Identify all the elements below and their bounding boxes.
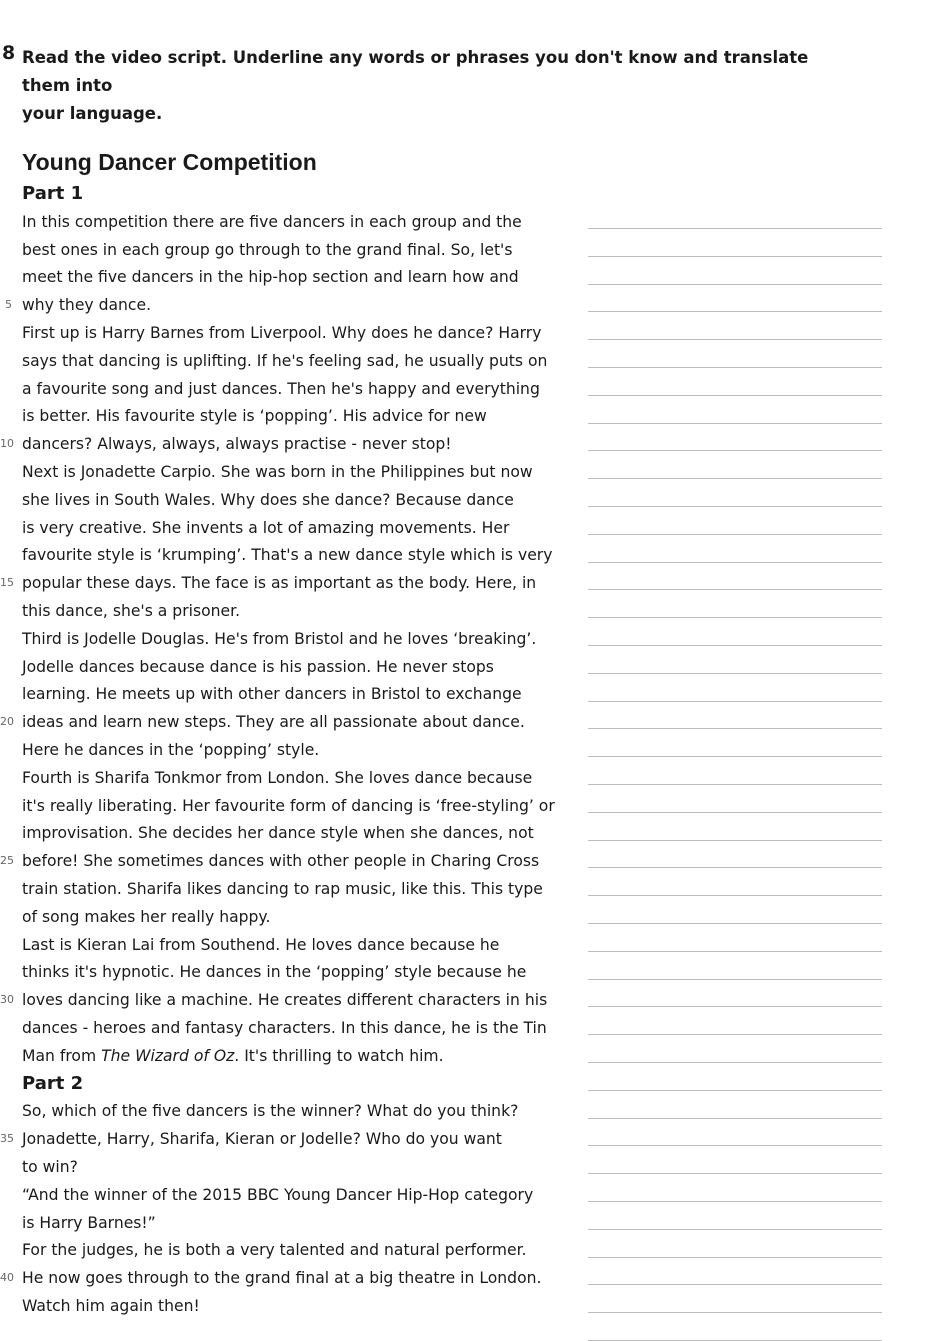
script-line: is Harry Barnes!” [22,1213,156,1232]
translation-blank-line[interactable] [588,979,882,980]
translation-blank-line[interactable] [588,756,882,757]
part-1-heading: Part 1 [22,183,84,204]
script-line: Fourth is Sharifa Tonkmor from London. She loves dance because [22,768,533,787]
translation-blank-line[interactable] [588,1090,882,1091]
part-2-heading: Part 2 [22,1072,84,1094]
translation-blank-line[interactable] [588,506,882,507]
translation-blank-line[interactable] [588,1118,882,1119]
translation-blank-line[interactable] [588,367,882,368]
translation-blank-line[interactable] [588,617,882,618]
script-line: Jonadette, Harry, Sharifa, Kieran or Jodelle? Who do you want [22,1130,502,1149]
script-line: ideas and learn new steps. They are all passionate about dance. [22,713,525,732]
script-line: Last is Kieran Lai from Southend. He loves dance because he [22,935,500,954]
script-line: best ones in each group go through to the grand final. So, let's [22,240,513,259]
translation-blank-line[interactable] [588,228,882,229]
instruction-line: Read the video script. Underline any words or phrases you don't know and translate them into [22,48,809,95]
exercise-number: 8 [2,42,16,64]
script-line: a favourite song and just dances. Then he's happy and everything [22,379,540,398]
translation-blank-line[interactable] [588,339,882,340]
translation-blank-line[interactable] [588,478,882,479]
script-line: For the judges, he is both a very talented and natural performer. [22,1241,527,1260]
script-line: train station. Sharifa likes dancing to rap music, like this. This type [22,880,543,898]
script-line: Jodelle dances because dance is his passion. He never stops [22,657,494,676]
translation-blank-line[interactable] [588,1173,882,1174]
script-line: thinks it's hypnotic. He dances in the ‘popping’ style because he [22,963,527,982]
script-line: He now goes through to the grand final at a big theatre in London. [22,1269,542,1288]
script-line: to win? [22,1158,78,1176]
script-line: it's really liberating. Her favourite form of dancing is ‘free-styling’ or [22,796,555,815]
line-number: 35 [0,1132,14,1146]
script-line: favourite style is ‘krumping’. That's a new dance style which is very [22,546,553,565]
translation-blank-line[interactable] [588,701,882,702]
translation-blank-line[interactable] [588,256,882,257]
translation-blank-line[interactable] [588,1312,882,1313]
translation-blank-line[interactable] [588,423,882,424]
translation-blank-line[interactable] [588,923,882,924]
translation-blank-line[interactable] [588,673,882,674]
script-line: why they dance. [22,296,152,315]
line-number: 5 [5,298,12,312]
translation-blank-line[interactable] [588,589,882,590]
translation-blank-line[interactable] [588,1006,882,1007]
script-line: So, which of the five dancers is the winner? What do you think? [22,1102,519,1121]
translation-blank-line[interactable] [588,1145,882,1146]
script-line: before! She sometimes dances with other people in Charing Cross [22,852,540,871]
script-line: Here he dances in the ‘popping’ style. [22,741,320,759]
script-line: popular these days. The face is as important as the body. Here, in [22,574,537,593]
script-line: Third is Jodelle Douglas. He's from Bristol and he loves ‘breaking’. [22,629,537,648]
line-number: 30 [0,993,14,1007]
translation-blank-line[interactable] [588,1284,882,1285]
script-title: Young Dancer Competition [22,149,317,175]
line-number: 10 [0,437,14,451]
translation-blank-line[interactable] [588,1201,882,1202]
script-line: of song makes her really happy. [22,907,271,926]
translation-blank-line[interactable] [588,812,882,813]
translation-blank-line[interactable] [588,534,882,535]
translation-blank-line[interactable] [588,395,882,396]
translation-blank-line[interactable] [588,1062,882,1063]
translation-blank-line[interactable] [588,840,882,841]
instruction-line: your language. [22,104,163,123]
script-line: Next is Jonadette Carpio. She was born in the Philippines but now [22,463,533,481]
script-line: Watch him again then! [22,1297,200,1315]
line-number: 20 [0,715,14,729]
line-number: 40 [0,1271,14,1285]
translation-blank-line[interactable] [588,867,882,868]
script-line: improvisation. She decides her dance style when she dances, not [22,824,534,843]
script-line: In this competition there are five dancers in each group and the [22,212,522,231]
script-line: is very creative. She invents a lot of amazing movements. Her [22,518,510,537]
script-line: says that dancing is uplifting. If he's feeling sad, he usually puts on [22,351,548,370]
script-line: First up is Harry Barnes from Liverpool. Why does he dance? Harry [22,324,542,342]
translation-blank-line[interactable] [588,728,882,729]
script-line: learning. He meets up with other dancers in Bristol to exchange [22,685,522,704]
script-line: loves dancing like a machine. He creates different characters in his [22,991,548,1010]
script-line: meet the five dancers in the hip-hop section and learn how and [22,268,519,287]
translation-blank-line[interactable] [588,1229,882,1230]
script-line: she lives in South Wales. Why does she dance? Because dance [22,490,514,509]
line-number: 25 [0,854,14,868]
script-line: is better. His favourite style is ‘popping’. His advice for new [22,407,487,426]
translation-blank-line[interactable] [588,951,882,952]
script-line: dances - heroes and fantasy characters. In this dance, he is the Tin [22,1019,547,1037]
translation-blank-line[interactable] [588,284,882,285]
script-line: this dance, she's a prisoner. [22,602,241,620]
line-number: 15 [0,576,14,590]
script-line: dancers? Always, always, always practise - never stop! [22,435,452,454]
translation-blank-line[interactable] [588,895,882,896]
translation-blank-line[interactable] [588,784,882,785]
translation-blank-line[interactable] [588,1257,882,1258]
translation-blank-line[interactable] [588,311,882,312]
translation-blank-line[interactable] [588,450,882,451]
translation-blank-line[interactable] [588,645,882,646]
script-line: Man from The Wizard of Oz. It's thrilling to watch him. [22,1046,444,1065]
translation-blank-line[interactable] [588,562,882,563]
translation-blank-line[interactable] [588,1034,882,1035]
exercise-instruction [22,44,822,128]
script-line: “And the winner of the 2015 BBC Young Dancer Hip-Hop category [22,1185,534,1204]
